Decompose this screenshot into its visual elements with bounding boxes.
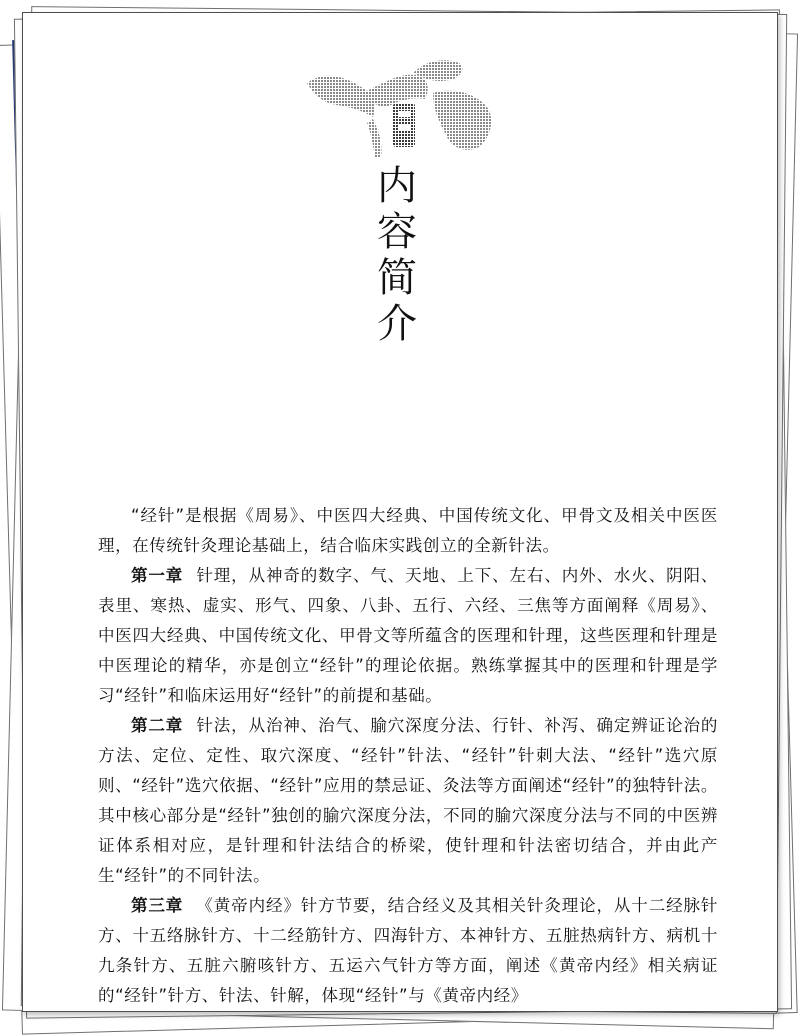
paragraph-text: “经针”是根据《周易》、中医四大经典、中国传统文化、甲骨文及相关中医医理，在传统针灸理论基础上，结合临床实践创立的全新针法。 bbox=[98, 506, 718, 555]
paragraph-text: 针理，从神奇的数字、气、天地、上下、左右、内外、水火、阴阳、表里、寒热、虚实、形气、四象、八卦、五行、六经、三焦等方面阐释《周易》、中医四大经典、中国传统文化、甲骨文等所蕴含的医理和针理，这些医理和针理是中医理论的精华，亦是创立“经针”的理论依据。熟练掌握其中的医理和针理是学习“经针”和临床运用好“经针”的前提和基础。 bbox=[98, 566, 718, 705]
document-page bbox=[22, 12, 778, 1012]
decorative-rubbing-emblem bbox=[303, 53, 503, 163]
chapter-heading: 第一章 bbox=[131, 566, 184, 585]
paragraph-chapter-2 bbox=[98, 711, 718, 891]
title-char: 简 bbox=[377, 255, 417, 301]
paragraph-intro bbox=[98, 501, 718, 561]
title-char: 容 bbox=[377, 209, 417, 255]
chapter-heading: 第三章 bbox=[131, 896, 184, 915]
chapter-heading: 第二章 bbox=[131, 716, 184, 735]
title-char: 内 bbox=[377, 163, 417, 209]
paragraph-text: 《黄帝内经》针方节要，结合经义及其相关针灸理论，从十二经脉针方、十五络脉针方、十二经筋针方、四海针方、本神针方、五脏热病针方、病机十九条针方、五脏六腑咳针方、五运六气针方等方面，阐述《黄帝内经》相关病证的“经针”针方、针法、针解，体现“经针”与《黄帝内经》 bbox=[98, 896, 718, 1005]
title-char: 介 bbox=[377, 301, 417, 347]
section-title-vertical bbox=[369, 163, 425, 347]
paragraph-chapter-3 bbox=[98, 891, 718, 1011]
paragraph-chapter-1 bbox=[98, 561, 718, 711]
paragraph-text: 针法，从治神、治气、腧穴深度分法、行针、补泻、确定辨证论治的方法、定位、定性、取穴深度、“经针”针法、“经针”针刺大法、“经针”选穴原则、“经针”选穴依据、“经针”应用的禁忌证、灸法等方面阐述“经针”的独特针法。其中核心部分是“经针”独创的腧穴深度分法，不同的腧穴深度分法与不同的中医辨证体系相对应，是针理和针法结合的桥梁，使针理和针法密切结合，并由此产生“经针”的不同针法。 bbox=[98, 716, 718, 885]
content-summary-body bbox=[98, 501, 718, 1011]
